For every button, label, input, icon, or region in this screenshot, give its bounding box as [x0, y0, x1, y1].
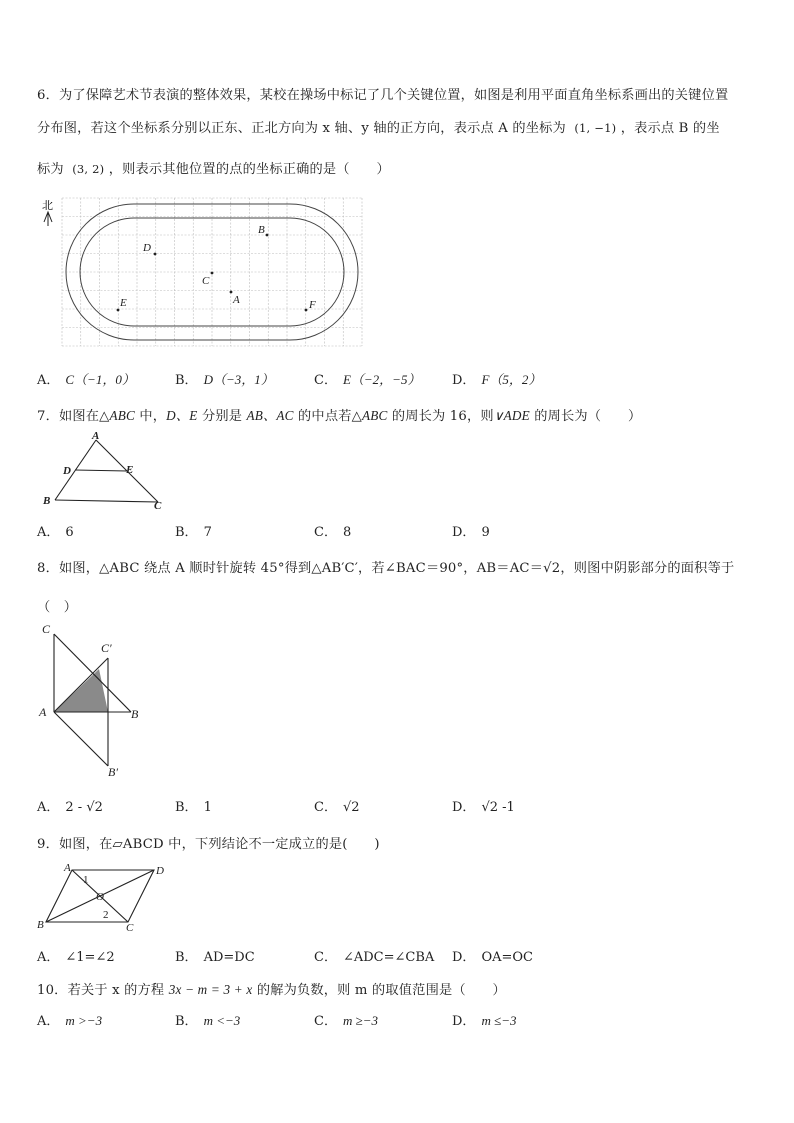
q10-option-d[interactable]: D． m ≤−3 — [452, 1013, 517, 1029]
q6-line2-tail: ，表示点 B 的坐 — [620, 121, 720, 136]
q6-option-b[interactable]: B． D（−3，1） — [175, 372, 274, 388]
q6-line1: 6．为了保障艺术节表演的整体效果，某校在操场中标记了几个关键位置，如图是利用平面直角坐标系画出的关键位置 — [37, 88, 729, 103]
label-d: D — [143, 242, 151, 254]
q8-option-c[interactable]: C． √2 — [314, 800, 360, 815]
q9-line1: 9．如图，在▱ABCD 中，下列结论不一定成立的是( ) — [37, 837, 380, 852]
q8-label-b-prime: B′ — [108, 765, 118, 779]
q7-option-a[interactable]: A． 6 — [37, 525, 74, 540]
q9-label-o: O — [96, 891, 104, 903]
q10-option-a[interactable]: A． m >−3 — [37, 1013, 103, 1029]
q6-line2 — [37, 117, 720, 136]
label-a: A — [233, 294, 240, 306]
q8-option-d[interactable]: D． √2 -1 — [452, 800, 515, 815]
q7-label-e: E — [126, 464, 134, 476]
q8-label-a: A — [39, 705, 47, 719]
q7-option-c[interactable]: C． 8 — [314, 525, 352, 540]
q7-label-a: A — [92, 430, 100, 442]
q7-label-b: B — [43, 495, 51, 507]
point-b — [266, 234, 269, 237]
q8-figure — [38, 620, 158, 780]
q8-line2: （ ） — [37, 600, 78, 615]
q7-label-c: C — [154, 500, 162, 512]
q7-figure — [38, 428, 168, 514]
q10-option-b[interactable]: B． m <−3 — [175, 1013, 241, 1029]
q9-figure — [34, 858, 174, 934]
q8-line1: 8．如图，△ABC 绕点 A 顺时针旋转 45°得到△AB′C′，若∠BAC＝90°，AB＝AC＝√2，则图中阴影部分的面积等于 — [37, 561, 735, 576]
q7-line1: 7．如图在△ABC 中，D、E 分别是 AB、AC 的中点若△ABC 的周长为 16，则∨ADE 的周长为（ ） — [37, 408, 642, 424]
q9-angle-2: 2 — [103, 909, 109, 921]
q6-north-arrow — [42, 199, 53, 226]
q6-option-c[interactable]: C． E（−2，−5） — [314, 372, 421, 388]
point-c — [211, 272, 214, 275]
q6-line2-text: 分布图，若这个坐标系分别以正东、正北方向为 x 轴、y 轴的正方向，表示点 A 的坐标为 — [37, 121, 566, 136]
q6-option-d[interactable]: D． F（5，2） — [452, 372, 542, 388]
point-e — [117, 309, 120, 312]
q9-option-b[interactable]: B． AD=DC — [175, 950, 255, 965]
label-c: C — [202, 275, 210, 287]
q8-shaded-region — [54, 669, 108, 712]
q7-option-d[interactable]: D． 9 — [452, 525, 490, 540]
q6-coord-a: (1, −1) — [574, 121, 617, 135]
q6-points — [117, 224, 316, 311]
label-b: B — [258, 224, 265, 236]
q10-option-c[interactable]: C． m ≥−3 — [314, 1013, 378, 1029]
q9-option-a[interactable]: A． ∠1=∠2 — [37, 950, 115, 965]
q7-option-b[interactable]: B． 7 — [175, 525, 212, 540]
point-d — [154, 253, 157, 256]
q8-option-a[interactable]: A． 2 - √2 — [37, 800, 103, 815]
q6-line3-tail: ，则表示其他位置的点的坐标正确的是（ ） — [108, 162, 390, 177]
q6-line3 — [37, 158, 390, 177]
q7-label-d: D — [63, 465, 71, 477]
q9-label-a: A — [64, 862, 71, 874]
q9-label-b: B — [37, 919, 44, 931]
q6-option-a[interactable]: A． C（−1，0） — [37, 372, 135, 388]
q9-option-c[interactable]: C． ∠ADC=∠CBA — [314, 950, 435, 965]
q6-coord-b: (3, 2) — [72, 162, 105, 176]
label-f: F — [309, 299, 316, 311]
q6-figure — [38, 192, 368, 352]
q9-option-d[interactable]: D． OA=OC — [452, 950, 533, 965]
q8-option-b[interactable]: B． 1 — [175, 800, 212, 815]
north-label: 北 — [42, 199, 53, 212]
q8-label-c: C — [42, 622, 51, 636]
q9-label-c: C — [126, 922, 134, 934]
q9-angle-1: 1 — [83, 874, 89, 886]
point-a — [230, 291, 233, 294]
q9-label-d: D — [156, 865, 164, 877]
q10-line1: 10．若关于 x 的方程 3x − m = 3 + x 的解为负数，则 m 的取值范围是（ ） — [37, 982, 506, 998]
q8-label-c-prime: C′ — [101, 641, 112, 655]
point-f — [305, 309, 308, 312]
q8-label-b: B — [131, 707, 139, 721]
q6-line3-text: 标为 — [37, 162, 64, 177]
label-e: E — [120, 297, 127, 309]
